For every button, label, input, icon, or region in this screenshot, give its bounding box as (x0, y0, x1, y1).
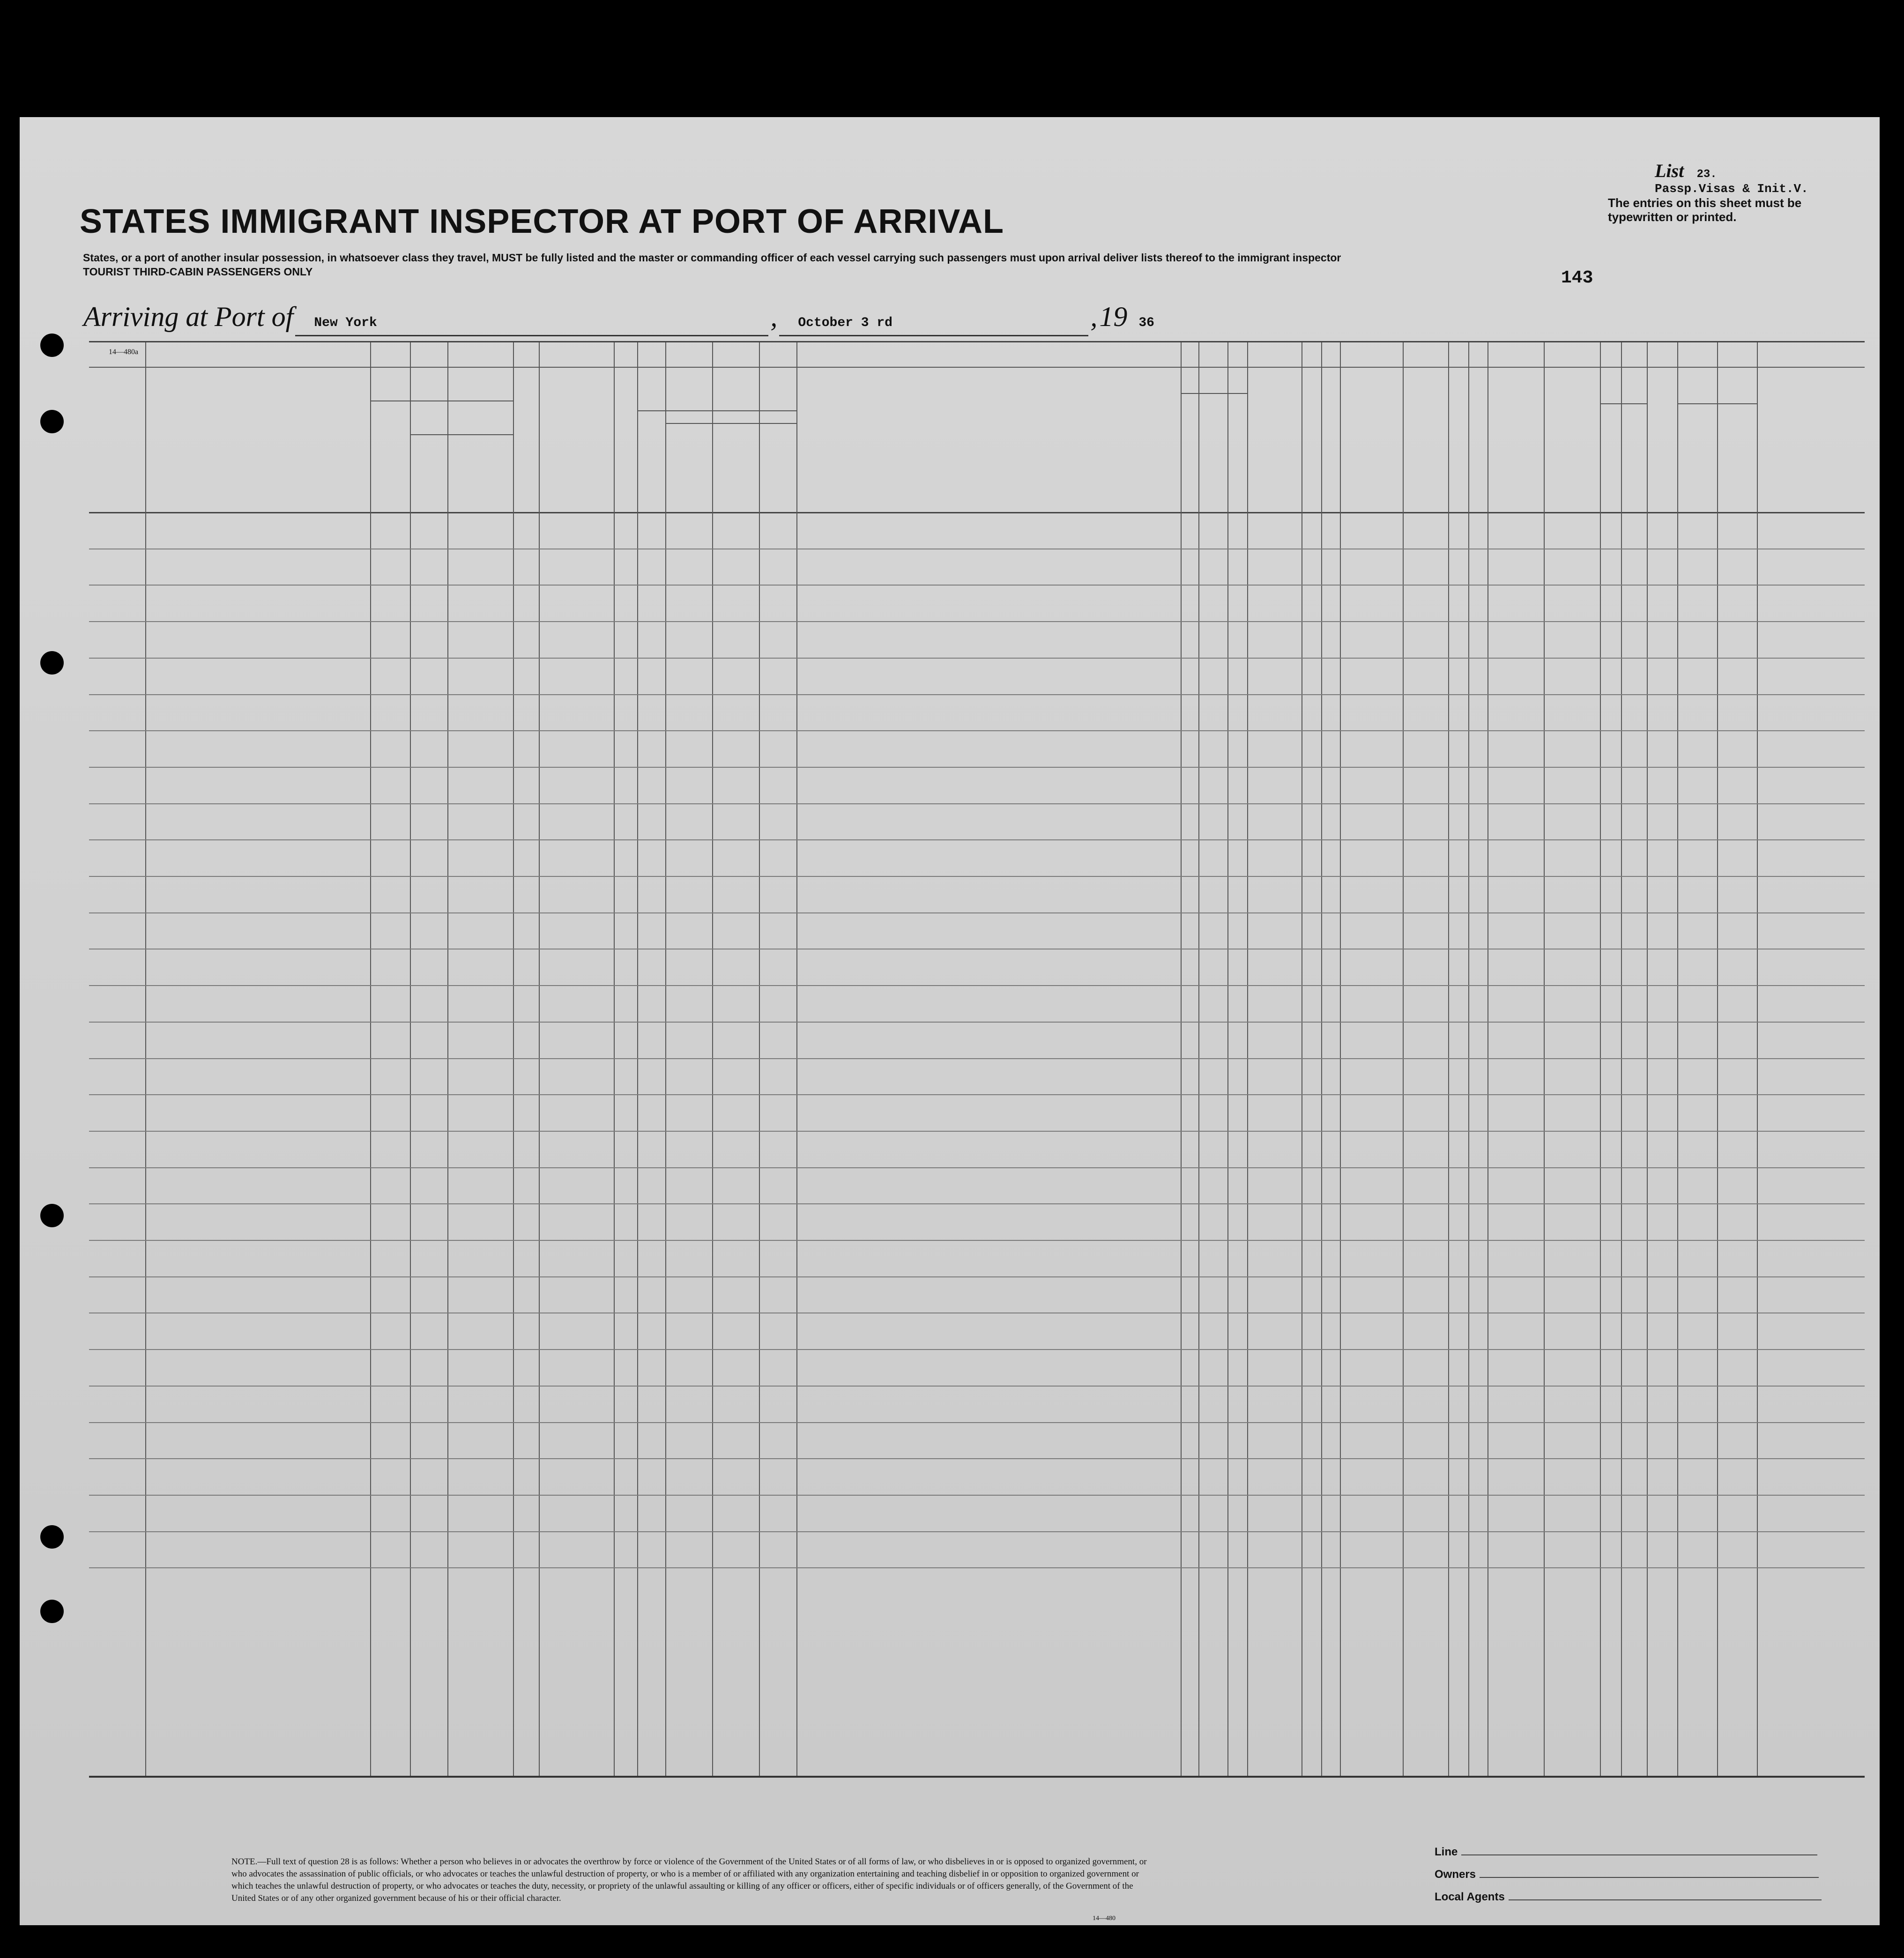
column-divider (665, 342, 666, 1776)
row-divider (89, 1203, 1865, 1204)
row-divider (89, 912, 1865, 913)
manifest-table (89, 341, 1865, 1778)
row-divider (89, 876, 1865, 877)
header-money (616, 375, 635, 509)
column-divider (1677, 342, 1678, 1776)
row-divider (89, 1240, 1865, 1241)
header-rule (665, 423, 796, 424)
column-divider (1717, 342, 1718, 1776)
column-divider (1544, 342, 1545, 1776)
header-labor (1406, 375, 1446, 509)
row-divider (89, 1167, 1865, 1168)
owners-label: Owners (1435, 1868, 1476, 1881)
row-divider (89, 1567, 1865, 1568)
row-divider (89, 985, 1865, 986)
table-header (89, 342, 1865, 513)
punch-hole (40, 1204, 64, 1227)
header-deported-1yr (1450, 375, 1467, 509)
punch-hole (40, 410, 64, 433)
page-number: 143 (1561, 268, 1593, 288)
header-rule (370, 400, 513, 401)
entries-note: The entries on this sheet must be typewritten or printed. (1608, 196, 1802, 224)
line-field (1435, 1846, 1817, 1859)
row-divider (89, 658, 1865, 659)
column-divider (759, 342, 760, 1776)
row-divider (89, 1022, 1865, 1023)
row-divider (89, 585, 1865, 586)
footer-code: 14—480 (1093, 1915, 1116, 1922)
column-divider (1247, 342, 1248, 1776)
row-divider (89, 1422, 1865, 1423)
row-divider (89, 1458, 1865, 1459)
header-rule (1600, 403, 1647, 404)
year-prefix: 19 (1099, 301, 1128, 332)
header-prison (1251, 375, 1298, 509)
footnote: NOTE.—Full text of question 28 is as follows: Whether a person who believes in or advocates the overthrow by force or violence of the Government of the United States or of all forms of law, or who disbelieves in or is opposed to organized government, or who advocates the assassination of public officials, or who advocates or teaches the unlawful destruction of property, or who is a member of or affiliated with any organization entertaining and teaching disbelief in or opposition to organized government or which teaches the unlawful destruction of property, or who advocates or teaches the duty, necessity, or propriety of the unlawful assaulting or killing of any officer or officers, either of specific individuals or of officers generally, of the Government of the United States or of any other organized government because of his or their official character. (231, 1857, 1147, 1903)
owners-field (1435, 1868, 1819, 1881)
header-anarchist (1323, 375, 1339, 509)
header-inches (1623, 408, 1644, 509)
agents-label: Local Agents (1435, 1891, 1505, 1903)
header-polygamist (1303, 375, 1319, 509)
intro-line-1: States, or a port of another insular possession, in whatsoever class they travel, MUST be fully listed and the master or commanding officer of each vessel carrying such passengers must upon arrival deliver lists thereof to the immigrant inspector (83, 252, 1341, 264)
column-divider (1403, 342, 1404, 1776)
row-divider (89, 1276, 1865, 1277)
list-number: 23. (1696, 168, 1717, 181)
header-rule (89, 367, 1865, 368)
intro-text (83, 251, 1582, 279)
column-divider (370, 342, 371, 1776)
row-divider (89, 1058, 1865, 1059)
row-divider (89, 1349, 1865, 1350)
column-divider (513, 342, 514, 1776)
passp-line: Passp.Visas & Init.V. (1655, 182, 1808, 196)
column-divider (712, 342, 713, 1776)
row-divider (89, 621, 1865, 622)
column-divider (145, 342, 146, 1776)
column-divider (1647, 342, 1648, 1776)
punch-hole (40, 1525, 64, 1549)
row-divider (89, 730, 1865, 731)
row-divider (89, 767, 1865, 768)
header-arrested (1470, 375, 1487, 509)
column-divider (1600, 342, 1601, 1776)
header-rule (410, 434, 513, 435)
column-divider (1757, 342, 1758, 1776)
column-divider (1468, 342, 1469, 1776)
header-rule (1181, 393, 1247, 394)
date-field: October 3 rd (779, 316, 1088, 336)
row-divider (89, 1094, 1865, 1095)
column-divider (1181, 342, 1182, 1776)
list-info (1584, 160, 1866, 224)
column-divider (1340, 342, 1341, 1776)
arriving-label: Arriving at Port of (83, 301, 294, 332)
header-purpose-return (1183, 399, 1198, 509)
list-label: List (1655, 160, 1684, 181)
port-field: New York (295, 316, 768, 336)
column-divider (1321, 342, 1322, 1776)
column-divider (539, 342, 540, 1776)
header-ticket (515, 375, 536, 509)
column-divider (1448, 342, 1449, 1776)
column-divider (1621, 342, 1622, 1776)
header-rule (637, 410, 796, 411)
row-divider (89, 1386, 1865, 1387)
manifest-sheet (20, 117, 1880, 1925)
line-label: Line (1435, 1846, 1458, 1858)
header-purpose-citizen (1229, 399, 1245, 509)
column-divider (614, 342, 615, 1776)
column-divider (410, 342, 411, 1776)
page-title: STATES IMMIGRANT INSPECTOR AT PORT OF ARRIVAL (80, 203, 1004, 240)
column-divider (637, 342, 638, 1776)
column-divider (1227, 342, 1228, 1776)
punch-hole (40, 334, 64, 357)
row-divider (89, 1131, 1865, 1132)
row-divider (89, 1495, 1865, 1496)
header-feet (1601, 408, 1620, 509)
row-divider (89, 839, 1865, 840)
form-code: 14—480a (109, 348, 139, 356)
header-purpose-length (1200, 399, 1216, 509)
intro-line-2: TOURIST THIRD-CABIN PASSENGERS ONLY (83, 266, 313, 278)
year-suffix: 36 (1138, 316, 1154, 330)
punch-hole (40, 651, 64, 675)
column-divider (796, 342, 797, 1776)
punch-hole (40, 1600, 64, 1623)
column-divider (447, 342, 448, 1776)
agents-field (1435, 1891, 1822, 1904)
column-divider (1198, 342, 1199, 1776)
row-divider (89, 803, 1865, 804)
row-divider (89, 1531, 1865, 1532)
arrival-line: Arriving at Port of New York , October 3 rd , 19 36 (83, 301, 1302, 329)
header-question-28 (1345, 375, 1400, 509)
row-divider (89, 694, 1865, 695)
